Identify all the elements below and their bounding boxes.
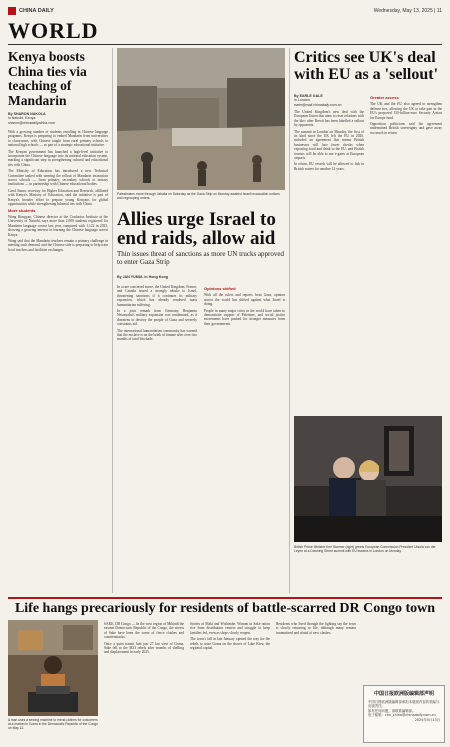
gaza-paragraph: With all the rulers and reports from Gaza, opinion across the world has shifted against what Israel is doing. — [204, 293, 285, 307]
kenya-email[interactable]: sharon@chinadailyafrica.com — [8, 120, 56, 125]
drc-paragraph: Residents who lived through the fighting say the town is slowly returning to life, although many remain traumatized and afraid of new clashes. — [276, 622, 356, 635]
column-divider — [112, 48, 113, 593]
notice-date: 2025年5月13日 — [414, 717, 440, 722]
uk-headline[interactable]: Critics see UK's deal with EU as a 'sellout' — [294, 49, 439, 83]
gaza-deck: Thin issues threat of sanctions as more UN trucks approved to enter Gaza Strip — [117, 250, 284, 266]
uk-photo — [294, 416, 442, 542]
gaza-paragraph: In a rare concerted move, the United Kingdom, France, and Canada issued a strongly rebuke to Israel, threatening sanctions if it continues its military expansion, which has already rendered mass humanitarian suffering. — [117, 285, 197, 307]
gaza-byline-block — [117, 275, 285, 279]
uk-photo-illustration — [294, 416, 442, 542]
paper-name: CHINA DAILY — [19, 8, 54, 14]
column-divider — [289, 48, 290, 593]
notice-body — [364, 697, 444, 722]
drc-paragraph: Once a quiet transit hub just 27 km west of Goma, Sake fell to the M23 rebels after months of shelling and displacement in early 2025. — [104, 641, 184, 655]
gaza-paragraph: In a joint remark from Germany, Benjamin Netanyahu's military expansion was condemned, as it threatens to destroy the people of Gaza and severely constrains aid. — [117, 309, 197, 327]
gaza-body-col1 — [117, 285, 197, 590]
drc-photo — [8, 620, 98, 716]
drc-headline[interactable]: Life hangs precariously for residents of battle-scarred DR Congo town — [14, 601, 436, 616]
section-title: WORLD — [8, 18, 99, 43]
kenya-paragraph: Wang said that the Mandarin teachers remain a primary challenge in meeting such demand, and the Chinese side is preparing to help train local teachers and facilitate exchanges. — [8, 238, 108, 252]
bottom-section-rule — [8, 597, 442, 599]
paper-logo[interactable] — [8, 7, 54, 15]
kenya-location: in Nairobi, Kenya — [8, 116, 36, 121]
uk-paragraph: The UK and the EU also agreed to strengthen defense ties, allowing the UK to take part in the EU's proposed 150-billion-euro Security Action for Europe fund. — [370, 102, 442, 120]
page-info: Wednesday, May 13, 2025 | 11 — [373, 8, 442, 14]
notice-line: 中国日报欧洲版编辑部承担本版面内容的采编与出版责任。 — [368, 700, 440, 709]
notice-email[interactable]: 电子邮箱：chn_china@chinadaily.com.cn — [368, 713, 436, 718]
uk-location: in London — [294, 98, 310, 103]
uk-paragraph: In return, EU vessels will be allowed to fish in British waters for another 12 years. — [294, 162, 364, 171]
paper-logo-icon — [8, 7, 16, 15]
uk-byline: By EARLE GALE — [294, 94, 323, 98]
drc-photo-illustration — [8, 620, 98, 716]
uk-byline-block — [294, 94, 364, 107]
uk-body-col2 — [370, 94, 442, 410]
drc-body-col3 — [276, 622, 356, 742]
masthead-bar — [8, 6, 442, 16]
drc-body-col1 — [104, 622, 184, 742]
section-rule — [8, 44, 442, 45]
uk-subhead: Greater access — [370, 95, 399, 100]
drc-paragraph: Stories of Maki and Wishimbe. Women in Sake ration rice from distribution centers and struggle to keep families fed, even as shops slowly reopen. — [190, 622, 270, 635]
gaza-body-col2 — [204, 285, 285, 590]
gaza-paragraph: People in many major cities in the world have taken to demonstrate support of Palestine, and social justice movements have pushed for stronger measures from their governments. — [204, 308, 285, 326]
drc-paragraph: The town's fall in late January opened the way for the rebels to seize Goma on the shores of Lake Kivu, the regional capital. — [190, 637, 270, 651]
kenya-headline[interactable]: Kenya boosts China ties via teaching of Mandarin — [8, 49, 87, 108]
gaza-headline[interactable]: Allies urge Israel to end raids, allow aid — [117, 209, 276, 249]
uk-photo-caption: British Prime Minister Keir Starmer (right) greets European Commission President Ursula von der Leyen at a Downing Street summit with EU leaders in London on Monday. — [294, 545, 436, 553]
gaza-photo-illustration — [117, 48, 285, 190]
kenya-paragraph: Wang Hongyan, Chinese director at the Confucius Institute at the University of Nairobi, says more than 2,000 students registered for Mandarin language course last year, compared with 1,122 in 2023, showing a growing interest in learning the Chinese language across Kenya. — [8, 214, 108, 237]
drc-paragraph: SAKE, DR Congo — In the west region of Mihindi the eastern Democratic Republic of the Congo, the streets of Sake have been the scene of fierce clashes and counterattacks. — [104, 622, 184, 640]
uk-paragraph: The summit in London on Monday, the first of its kind since the UK left the EU in 2020, included an agreement that means British businesses will face fewer checks when exporting food and drink to the EU, and British tourists will be able to use e-gates at European airports. — [294, 129, 364, 161]
gaza-byline: By JAN YUMUL in Hong Kong — [117, 275, 168, 279]
kenya-paragraph: With a growing number of students enrolling in Chinese language programs, Kenya is preparing to embed Mandarin from universities to classrooms, with Chinese taught from rural primary schools to national high schools — as part of a strategic educational initiative. — [8, 130, 108, 148]
notice-line: 如有任何问题，请联系编辑部。 — [368, 708, 416, 713]
gaza-photo-caption: Palestinians move through Jabalia on Saturday as the Gaza Strip on Monday awaited Israeli evacuation notices and regrouping orders. — [117, 192, 280, 200]
kenya-byline-block — [8, 112, 108, 128]
uk-email[interactable]: earle@mail.chinadaily.com.cn — [294, 102, 342, 107]
kenya-paragraph: The Kenyan government has launched a high-level initiative to incorporate the Chinese language into its national education system, marking a significant step in strengthening cultural and educational ties with China. — [8, 149, 108, 167]
drc-photo-caption: A man uses a sewing machine to mend clothes for customers at a market in Goma in the Democratic Republic of the Congo on May 12. — [8, 718, 98, 730]
gaza-subhead: Opinions shifted — [204, 286, 236, 291]
uk-paragraph: Opposition politicians said the agreement undermined British sovereignty and gave away too much in return. — [370, 122, 442, 135]
uk-paragraph: The United Kingdom's new deal with the European Union that aims to reset relations with the bloc after Brexit has been labelled a sellout by opponents. — [294, 110, 364, 128]
kenya-paragraph: The Ministry of Education has introduced a new Technical Committee tasked with steering the rollout of Mandarin instruction across schools — from primary, secondary schools to tertiary institutions — in partnership with Chinese educational bodies. — [8, 169, 108, 187]
gaza-paragraph: The international humanitarian community has warned that the enclave is on the brink of famine after over two months of total blockade. — [117, 328, 197, 342]
kenya-paragraph: Carol Jiuma, secretary for Higher Education and Research, affiliated with Kenya's Ministry of Education, said the initiative is part of Kenya's broader effort to prepare young Kenyans for global opportunities while strengthening bilateral ties with China. — [8, 188, 108, 207]
editorial-notice-box — [363, 685, 445, 743]
gaza-photo — [117, 48, 285, 190]
notice-title: 中国日报欧洲版编辑部声明 — [373, 691, 434, 697]
drc-body-col2 — [190, 622, 270, 742]
kenya-byline: By SHARON NAKOLA — [8, 112, 46, 116]
uk-body-col1 — [294, 110, 364, 410]
kenya-subhead: More students — [8, 207, 36, 213]
